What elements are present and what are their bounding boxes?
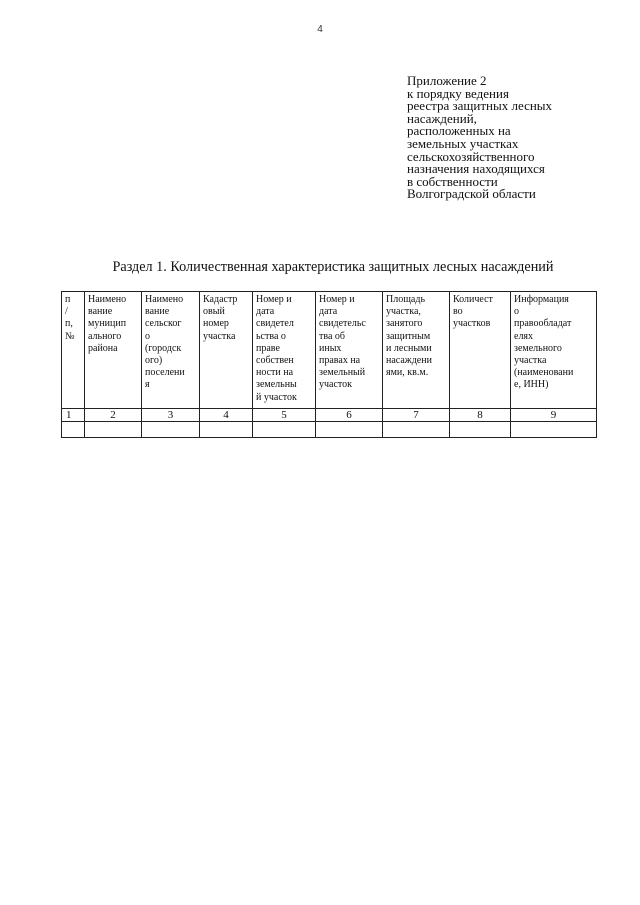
header-line: елях (514, 330, 534, 342)
header-cell (316, 292, 383, 409)
header-line: Информация (514, 294, 569, 305)
header-line: праве (256, 342, 280, 354)
table-cell (316, 422, 383, 438)
table-cell (85, 422, 142, 438)
column-number-cell: 4 (200, 409, 253, 422)
registry-table (61, 291, 597, 438)
header-line: земельный (319, 367, 366, 379)
header-line: дата (319, 306, 338, 318)
header-line: о (514, 306, 519, 318)
header-cell (253, 292, 316, 409)
column-number-cell: 2 (85, 409, 142, 422)
header-line: района (88, 342, 118, 354)
header-line: е, ИНН) (514, 379, 549, 391)
header-line: овый (203, 306, 225, 318)
header-line: защитным (386, 330, 431, 342)
header-cell (142, 292, 200, 409)
header-line: поселени (145, 367, 185, 379)
header-line: вание (145, 306, 170, 318)
header-line: Наимено (88, 294, 127, 305)
header-line: ального (88, 330, 122, 342)
header-line: номер (203, 318, 229, 330)
header-line: дата (256, 306, 275, 318)
table-cell (62, 422, 85, 438)
header-line: п, (65, 318, 73, 330)
header-line: / (65, 306, 68, 318)
header-line: вание (88, 306, 113, 318)
header-line: (городск (145, 342, 182, 354)
appendix-line: в собственности (407, 173, 498, 189)
header-line: земельного (514, 342, 562, 354)
column-number-row (62, 409, 597, 422)
section-title: Раздел 1. Количественная характеристика защитных лесных насаждений (112, 259, 554, 275)
column-number-cell: 3 (142, 409, 200, 422)
header-line: участка, (386, 306, 421, 318)
appendix-line: сельскохозяйственного (407, 148, 535, 164)
header-line: правообладат (514, 318, 572, 330)
table-cell (511, 422, 597, 438)
header-line: правах на (319, 355, 361, 367)
table-header-row (62, 292, 597, 409)
table-cell (450, 422, 511, 438)
header-line: собствен (256, 355, 294, 367)
table-cell (253, 422, 316, 438)
appendix-line: к порядку ведения (407, 85, 509, 101)
appendix-line: назначения находящихся (407, 161, 545, 177)
header-line: ого) (145, 355, 163, 367)
header-line: (наименовани (514, 367, 574, 379)
header-line: участка (203, 330, 236, 342)
header-cell (62, 292, 85, 409)
appendix-line: Приложение 2 (407, 73, 487, 88)
header-cell (85, 292, 142, 409)
header-cell (511, 292, 597, 409)
header-line: Номер и (256, 294, 292, 305)
header-line: ьства о (256, 330, 286, 342)
column-number-cell: 7 (383, 409, 450, 422)
header-line: Кадастр (203, 294, 238, 305)
appendix-note (407, 75, 607, 201)
header-line: участка (514, 355, 547, 367)
header-line: п (65, 294, 71, 305)
header-line: насаждени (386, 355, 432, 367)
header-line: Наимено (145, 294, 184, 305)
header-cell (200, 292, 253, 409)
header-line: Площадь (386, 294, 425, 305)
header-line: ями, кв.м. (386, 367, 429, 379)
header-line: иных (319, 342, 342, 354)
column-number-cell: 5 (253, 409, 316, 422)
header-line: й участок (256, 391, 297, 403)
header-line: о (145, 330, 150, 342)
header-line: занятого (386, 318, 423, 330)
header-line: сельског (145, 318, 182, 330)
table-cell (383, 422, 450, 438)
header-line: свидетел (256, 318, 294, 330)
column-number-cell: 9 (511, 409, 597, 422)
column-number-cell: 1 (62, 409, 85, 422)
table-cell (142, 422, 200, 438)
header-line: участков (453, 318, 491, 330)
header-line: муницип (88, 318, 127, 330)
header-cell (383, 292, 450, 409)
column-number-cell: 6 (316, 409, 383, 422)
column-number-cell: 8 (450, 409, 511, 422)
header-line: Номер и (319, 294, 355, 305)
header-line: тва об (319, 330, 345, 342)
header-line: ности на (256, 367, 294, 379)
header-line: земельны (256, 379, 297, 391)
appendix-line: расположенных на (407, 123, 511, 139)
header-line: участок (319, 379, 353, 391)
appendix-line: Волгоградской области (407, 186, 536, 202)
table-row (62, 422, 597, 438)
appendix-line: земельных участках (407, 135, 519, 151)
header-line: свидетельс (319, 318, 366, 330)
header-line: Количест (453, 294, 493, 305)
appendix-line: насаждений, (407, 110, 477, 126)
header-line: во (453, 306, 463, 318)
table-cell (200, 422, 253, 438)
header-line: № (65, 330, 75, 342)
appendix-line: реестра защитных лесных (407, 98, 553, 114)
page-number: 4 (317, 24, 323, 35)
header-line: я (145, 379, 150, 391)
header-line: и лесными (386, 342, 432, 354)
header-cell (450, 292, 511, 409)
